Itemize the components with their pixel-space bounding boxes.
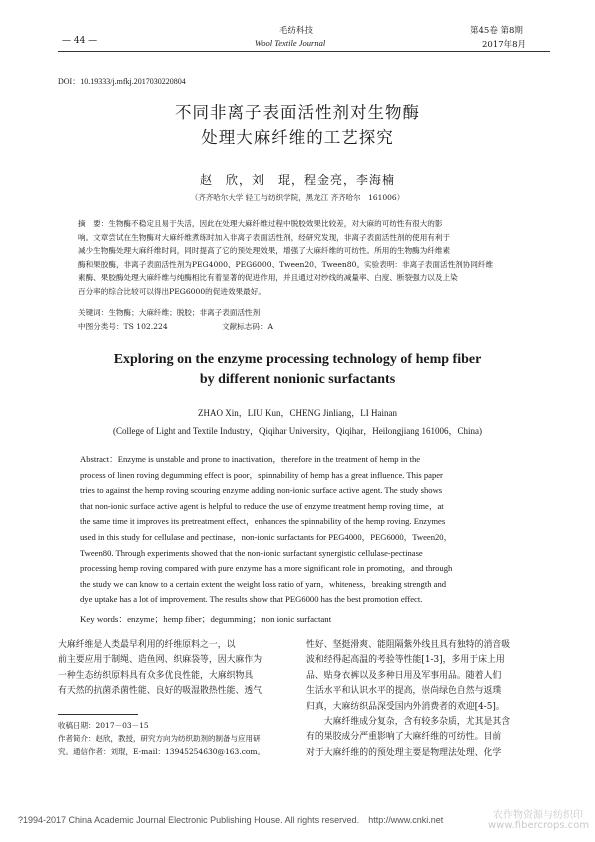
footnote — [58, 719, 298, 758]
affiliation-cn: （齐齐哈尔大学 轻工与纺织学院，黑龙江 齐齐哈尔 161006） — [190, 193, 405, 202]
keywords-en: Key words：enzyme；hemp fiber；degumming；non ionic surfactant — [80, 614, 332, 624]
abstract-cn — [78, 217, 526, 298]
footnote-rule — [58, 714, 138, 715]
body-line: 一种生态纺织原料具有众多优良性能，大麻织物具 — [58, 670, 254, 681]
body-line: 大麻纤维成分复杂，含有较多杂质，尤其是其含 — [306, 717, 511, 728]
watermark-cn: 农作物资源与纺织印 — [493, 810, 583, 821]
abstract-cn-line: 酶和果胶酶，非离子表面活性剂为PEG4000、PEG6000、Tween20、Tween80。实验表明：非离子表面活性剂协同纤维 — [78, 259, 494, 269]
body-line: 品、贴身衣裤以及多种日用及军事用品。随着人们 — [306, 670, 502, 681]
abstract-en-line: Tween80. Through experiments showed that the non-ionic surfactant synergistic cellulase-pectinase — [80, 547, 423, 558]
abstract-en-line: the same time it improves its pretreatment effect，enhances the spinnability of the hemp roving. Enzymes — [80, 516, 446, 527]
keywords-cn: 关键词：生物酶；大麻纤维；脱胶；非离子表面活性剂 — [78, 308, 261, 317]
title-en-line2: by different nonionic surfactants — [199, 372, 396, 387]
body-line: 有的果胶成分严重影响了大麻纤维的可纺性。目前 — [306, 732, 502, 743]
body-line: 大麻纤维是人类最早利用的纤维原料之一，以 — [58, 640, 236, 650]
abstract-en-line: dye uptake has a lot of improvement. The results show that PEG6000 has the best promotion effect. — [80, 594, 423, 605]
title-cn-line1: 不同非离子表面活性剂对生物酶 — [175, 103, 420, 122]
abstract-cn-line: 百分率的综合比较可以得出PEG6000的促进效果最好。 — [78, 286, 266, 296]
header-rule — [58, 51, 550, 52]
abstract-en — [80, 452, 526, 608]
classification-cn: 中图分类号：TS 102.224 — [78, 322, 168, 331]
abstract-en-line: processing hemp roving compared with pure enzyme has a more significant role in promoting，and through — [80, 563, 453, 574]
copyright-footer: ?1994-2017 China Academic Journal Electronic Publishing House. All rights reserved. http://www.cnki.net — [18, 815, 444, 825]
abstract-cn-line: 减少生物酶处理大麻纤维时间，同时提高了它的预处理效果，增强了大麻纤维的可纺性。所用的生物酶为纤维素 — [78, 246, 451, 255]
authors-cn: 赵 欣，刘 琨，程金亮，李海楠 — [199, 173, 395, 187]
body-line: 归真，大麻纺织品深受国内外消费者的欢迎[4-5]。 — [306, 701, 505, 712]
footnote-line: 究。通信作者：刘琨，E-mail：13945254630@163.com。 — [58, 747, 266, 756]
body-line: 前主要应用于制绳、造鱼网、织麻袋等，因大麻作为 — [58, 655, 263, 666]
title-en-line1: Exploring on the enzyme processing technology of hemp fiber — [113, 352, 482, 367]
footnote-line: 收稿日期：2017－03－15 — [58, 721, 149, 730]
body-right-column — [306, 638, 544, 761]
body-line: 波和经得起高温的考验等性能[1-3]，多用于床上用 — [306, 655, 505, 666]
watermark-url: www.fibercrops.com — [488, 820, 590, 831]
page-number: — 44 — — [62, 36, 98, 46]
abstract-cn-line: 摘 要：生物酶不稳定且易于失活，因此在处理大麻纤维过程中脱胶效果比较差，对大麻的可纺性有很大的影 — [78, 219, 443, 228]
abstract-cn-line: 响。文章尝试在生物酶对大麻纤维煮练时加入非离子表面活性剂，经研究发现，非离子表面活性剂的使用有利于 — [78, 232, 451, 242]
issue-date: 2017年8月 — [482, 40, 527, 50]
abstract-en-line: Abstract：Enzyme is unstable and prone to inactivation，therefore in the treatment of hemp in the — [80, 454, 421, 464]
abstract-en-line: tries to against the hemp roving scouring enzyme adding non-ionic surface active agent. The study shows — [80, 485, 443, 496]
abstract-en-line: used in this study for cellulase and pectinase，non-ionic surfactants for PEG4000，PEG6000，Tween20， — [80, 531, 453, 542]
body-line: 对于大麻纤维的的预处理主要是物理法处理、化学 — [306, 747, 502, 758]
authors-en: ZHAO Xin，LIU Kun，CHENG Jinliang，LI Hainan — [198, 408, 397, 418]
body-left-column — [58, 638, 296, 700]
abstract-en-line: process of linen roving degumming effect is poor，spinnability of hemp has a great influence. This paper — [80, 469, 443, 480]
journal-name-cn: 毛纺科技 — [279, 26, 314, 36]
abstract-cn-line: 素酶、果胶酶处理大麻纤维与纯酶相比有着显著的促进作用，并且通过对纱线的减量率、白度、断裂强力以及上染 — [78, 273, 458, 282]
body-line: 有天然的抗菌杀菌性能、良好的吸湿散热性能、透气 — [58, 686, 263, 697]
body-line: 生活水平和认识水平的提高，崇尚绿色自然与返璞 — [306, 686, 502, 697]
doi: DOI：10.19333/j.mfkj.2017030220804 — [58, 77, 186, 86]
title-cn-line2: 处理大麻纤维的工艺探究 — [201, 128, 394, 147]
abstract-en-line: that non-ionic surface active agent is helpful to reduce the use of enzyme treatment hemp roving time，at — [80, 500, 444, 511]
journal-name-en: Wool Textile Journal — [255, 38, 326, 48]
affiliation-en: (College of Light and Textile Industry，Qiqihar University，Qiqihar，Heilongjiang 161006，China) — [113, 426, 482, 436]
body-line: 性好、坚挺滑爽、能阻隔紫外线且具有独特的消音吸 — [306, 640, 511, 650]
footnote-line: 作者简介：赵欣，教授，研究方向为纺织助剂的制备与应用研 — [58, 734, 261, 743]
abstract-en-line: the study we can know to a certain extent the weight loss ratio of yarn，whiteness，breaking strength and — [80, 578, 447, 589]
doc-code-cn: 文献标志码：A — [222, 322, 274, 331]
volume-issue: 第45卷 第8期 — [470, 26, 523, 36]
